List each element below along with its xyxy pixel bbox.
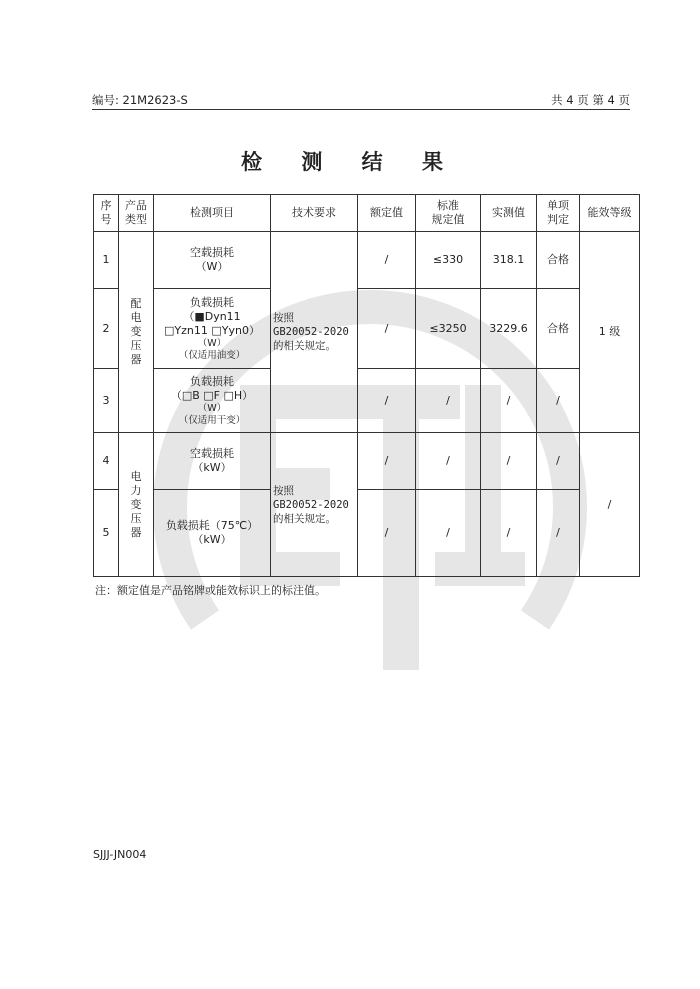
verdict-cell: /: [537, 369, 580, 433]
item-unit: （kW）: [192, 461, 232, 474]
measured-cell: /: [481, 433, 537, 490]
rated-cell: /: [358, 232, 416, 289]
item-cell: [154, 490, 271, 577]
results-table: [93, 194, 640, 577]
rated-cell: /: [358, 289, 416, 369]
measured-cell: /: [481, 490, 537, 577]
verdict-cell: 合格: [537, 232, 580, 289]
col-header-item: 检测项目: [154, 195, 271, 232]
item-cell: [154, 232, 271, 289]
form-code: SJJJ-JN004: [93, 848, 147, 861]
rated-cell: /: [358, 369, 416, 433]
report-number: 编号: 21M2623-S: [92, 93, 188, 107]
measured-cell: 318.1: [481, 232, 537, 289]
product-type-power: 电 力 变 压 器: [119, 433, 154, 577]
table-note: 注：额定值是产品铭牌或能效标识上的标注值。: [95, 584, 326, 597]
col-header-product-type: 产品 类型: [119, 195, 154, 232]
item-unit: （W）: [195, 260, 229, 273]
item-unit: （W）: [197, 402, 227, 414]
product-type-distribution: 配 电 变 压 器: [119, 232, 154, 433]
standard-cell: /: [416, 369, 481, 433]
table-header-row: [94, 195, 640, 232]
standard-cell: /: [416, 433, 481, 490]
seq-cell: 5: [94, 490, 119, 577]
grade-distribution: 1 级: [580, 232, 640, 433]
col-header-tech-req: 技术要求: [271, 195, 358, 232]
header-divider: [92, 109, 630, 110]
verdict-cell: /: [537, 433, 580, 490]
item-note: （仅适用干变）: [178, 414, 246, 426]
grade-power: /: [580, 433, 640, 577]
page-info: 共 4 页 第 4 页: [551, 93, 630, 107]
item-main: 负载损耗（75℃）: [165, 519, 259, 532]
table-row: [94, 232, 640, 289]
rated-cell: /: [358, 490, 416, 577]
measured-cell: /: [481, 369, 537, 433]
col-header-verdict: 单项 判定: [537, 195, 580, 232]
col-header-measured: 实测值: [481, 195, 537, 232]
verdict-cell: /: [537, 490, 580, 577]
item-main: 负载损耗: [190, 295, 234, 309]
col-header-standard: 标准 规定值: [416, 195, 481, 232]
item-conn-1: （■Dyn11: [183, 309, 241, 323]
standard-cell: ≤330: [416, 232, 481, 289]
page-title: 检 测 结 果: [241, 150, 459, 174]
seq-cell: 2: [94, 289, 119, 369]
table-row: [94, 433, 640, 490]
item-conn-1: （□B □F □H）: [170, 388, 254, 402]
col-header-grade: 能效等级: [580, 195, 640, 232]
standard-cell: ≤3250: [416, 289, 481, 369]
col-header-rated: 额定值: [358, 195, 416, 232]
item-conn-2: □Yzn11 □Yyn0）: [164, 323, 260, 337]
measured-cell: 3229.6: [481, 289, 537, 369]
tech-req-distribution: 按照 GB20052-2020 的相关规定。: [271, 232, 358, 433]
table-row: [94, 289, 640, 369]
rated-cell: /: [358, 433, 416, 490]
standard-cell: /: [416, 490, 481, 577]
item-note: （仅适用油变）: [178, 349, 246, 361]
table-row: [94, 369, 640, 433]
seq-cell: 4: [94, 433, 119, 490]
seq-cell: 3: [94, 369, 119, 433]
item-cell: [154, 289, 271, 369]
col-header-seq: 序 号: [94, 195, 119, 232]
seq-cell: 1: [94, 232, 119, 289]
item-main: 空载损耗: [190, 246, 234, 259]
item-main: 空载损耗: [190, 447, 234, 460]
item-cell: [154, 369, 271, 433]
tech-req-power: 按照 GB20052-2020 的相关规定。: [271, 433, 358, 577]
item-unit: （kW）: [192, 533, 232, 546]
verdict-cell: 合格: [537, 289, 580, 369]
item-main: 负载损耗: [190, 374, 234, 388]
table-row: [94, 490, 640, 577]
item-unit: （W）: [197, 337, 227, 349]
item-cell: [154, 433, 271, 490]
